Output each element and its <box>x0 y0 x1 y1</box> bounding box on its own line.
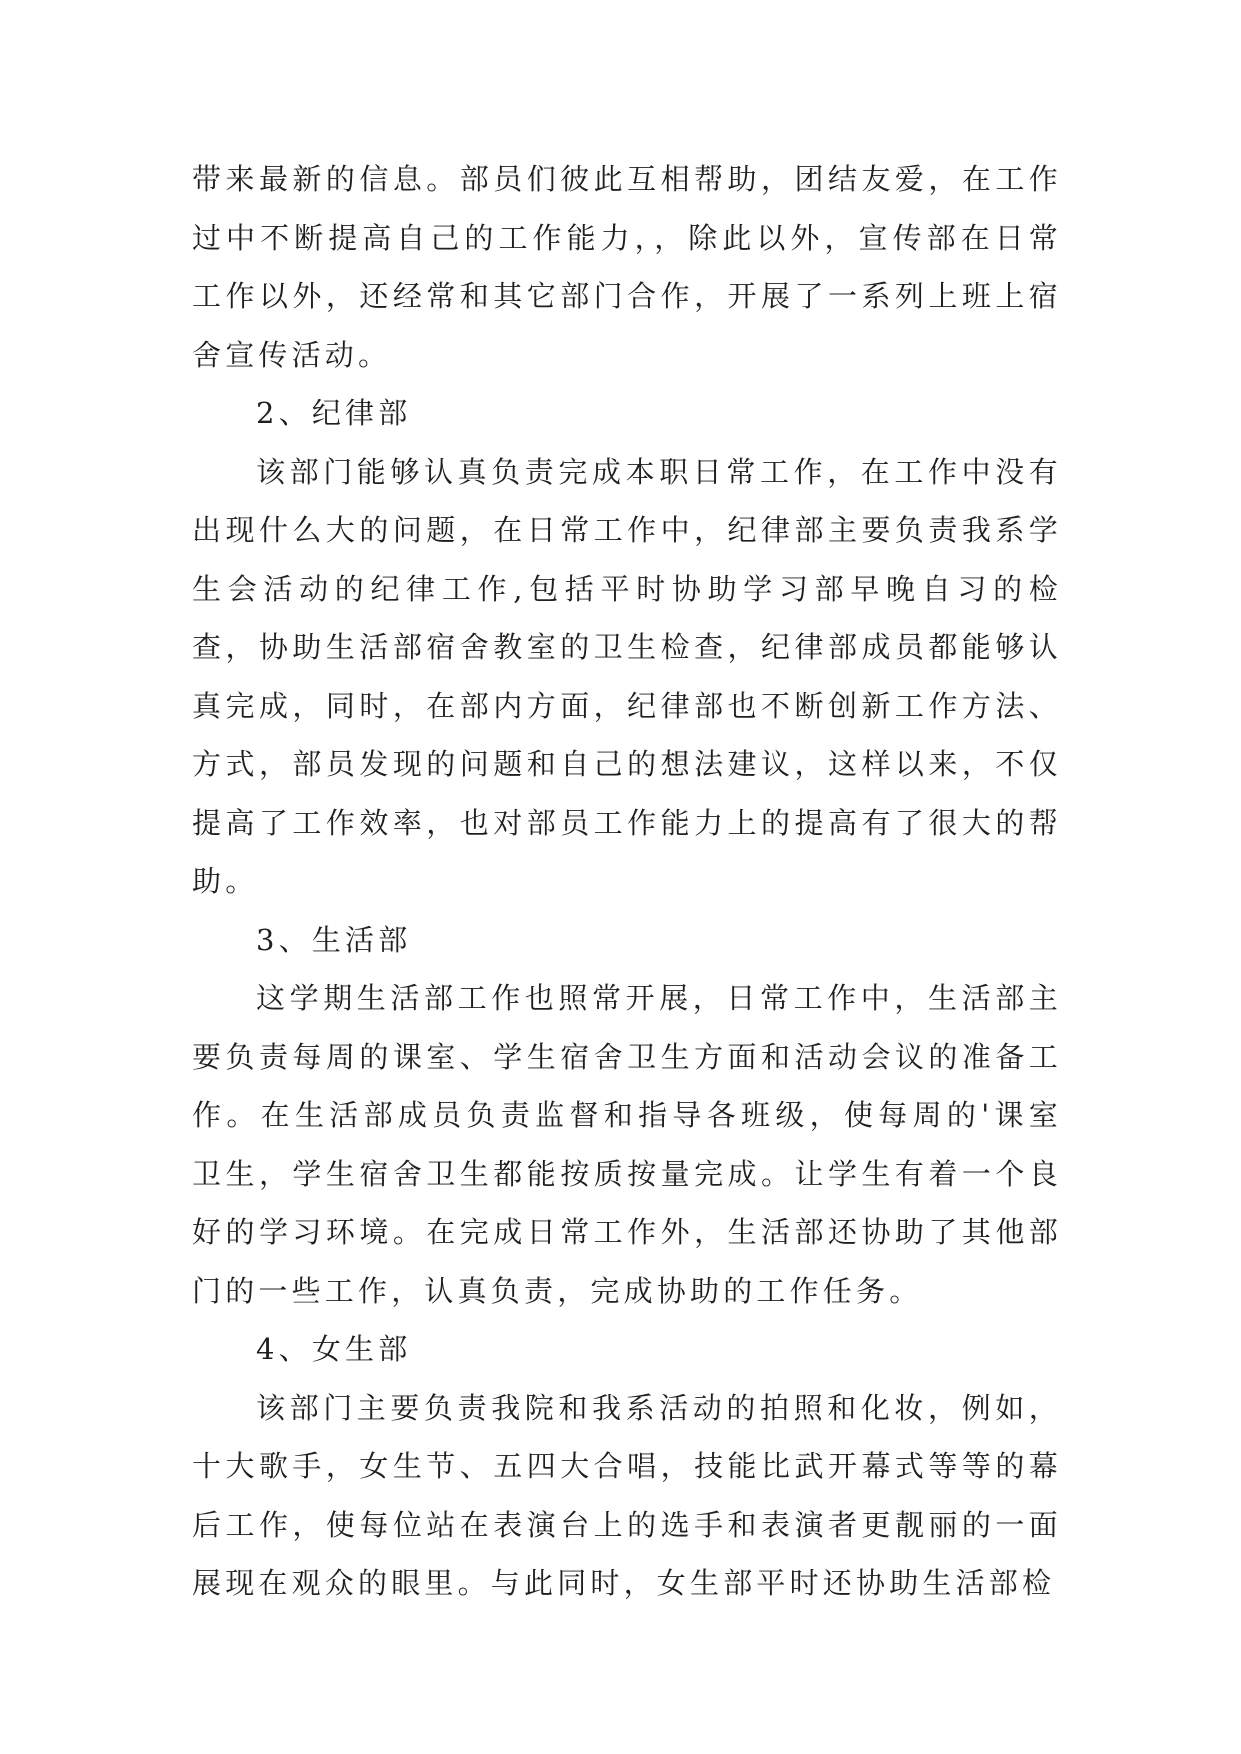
paragraph-life-department: 这学期生活部工作也照常开展，日常工作中，生活部主要负责每周的课室、学生宿舍卫生方面和活动会议的准备工作。在生活部成员负责监督和指导各班级，使每周的'课室卫生，学生宿舍卫生都能按质按量完成。让学生有着一个良好的学习环境。在完成日常工作外，生活部还协助了其他部门的一些工作，认真负责，完成协助的工作任务。 <box>192 981 1062 1308</box>
heading-life-department: 3、生活部 <box>256 922 412 957</box>
paragraph-propaganda-continued: 带来最新的信息。部员们彼此互相帮助，团结友爱，在工作过中不断提高自己的工作能力，，除此以外，宣传部在日常工作以外，还经常和其它部门合作，开展了一系列上班上宿舍宣传活动。 <box>192 162 1062 372</box>
paragraph-female-department: 该部门主要负责我院和我系活动的拍照和化妆，例如，十大歌手，女生节、五四大合唱，技能比武开幕式等等的幕后工作，使每位站在表演台上的选手和表演者更靓丽的一面展现在观众的眼里。与此同时，女生部平时还协助生活部检 <box>192 1390 1062 1600</box>
heading-female-department: 4、女生部 <box>256 1332 412 1366</box>
heading-discipline-department: 2、纪律部 <box>256 396 412 430</box>
paragraph-discipline-department: 该部门能够认真负责完成本职日常工作，在工作中没有出现什么大的问题，在日常工作中，纪律部主要负责我系学生会活动的纪律工作,包括平时协助学习部早晚自习的检查，协助生活部宿舍教室的卫生检查，纪律部成员都能够认真完成，同时，在部内方面，纪律部也不断创新工作方法、方式，部员发现的问题和自己的想法建议，这样以来，不仅提高了工作效率，也对部员工作能力上的提高有了很大的帮助。 <box>192 454 1062 898</box>
document-body <box>192 150 1062 1613</box>
